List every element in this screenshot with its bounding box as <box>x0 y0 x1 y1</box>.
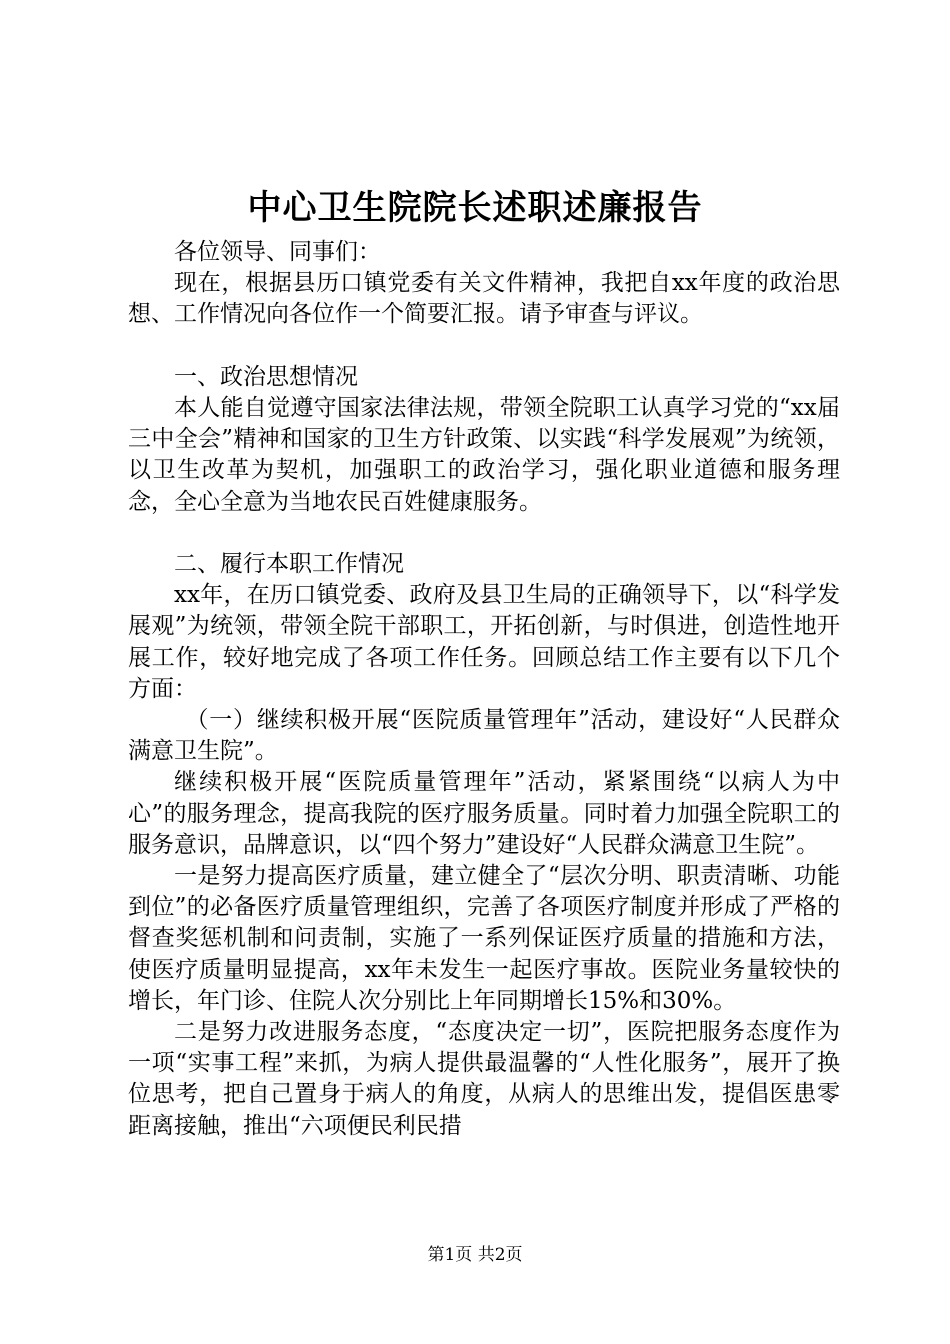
greeting: 各位领导、同事们： <box>174 239 381 265</box>
point-service-attitude: 二是努力改进服务态度，“态度决定一切”，医院把服务态度作为一项“实事工程”来抓，为病人提供最温馨的“人性化服务”，展开了换位思考，把自己置身于病人的角度，从病人的思维出发，提倡医患零距离接触，推出“六项便民利民措 <box>128 1019 840 1139</box>
document-body <box>128 237 840 1142</box>
point-medical-quality: 一是努力提高医疗质量，建立健全了“层次分明、职责清晰、功能到位”的必备医疗质量管理组织，完善了各项医疗制度并形成了严格的督查奖惩机制和问责制，实施了一系列保证医疗质量的措施和方法，使医疗质量明显提高，xx年未发生一起医疗事故。医院业务量较快的增长，年门诊、住院人次分别比上年同期增长15%和30%。 <box>128 863 840 1014</box>
section-body-duties: xx年，在历口镇党委、政府及县卫生局的正确领导下，以“科学发展观”为统领，带领全院干部职工，开拓创新，与时俱进，创造性地开展工作，较好地完成了各项工作任务。回顾总结工作主要有以下几个方面： <box>128 582 840 702</box>
subsection-body-quality-year: 继续积极开展“医院质量管理年”活动，紧紧围绕“以病人为中心”的服务理念，提高我院的医疗服务质量。同时着力加强全院职工的服务意识，品牌意识，以“四个努力”建设好“人民群众满意卫生院”。 <box>128 769 840 858</box>
document-title: 中心卫生院院长述职述廉报告 <box>247 188 703 228</box>
page-indicator: 第1页 共2页 <box>427 1245 523 1265</box>
section-heading-duties: 二、履行本职工作情况 <box>174 551 404 577</box>
section-heading-political: 一、政治思想情况 <box>174 363 358 390</box>
intro-paragraph: 现在，根据县历口镇党委有关文件精神，我把自xx年度的政治思想、工作情况向各位作一个简要汇报。请予审查与评议。 <box>128 270 840 328</box>
subsection-heading-quality-year: （一）继续积极开展“医院质量管理年”活动，建设好“人民群众满意卫生院”。 <box>128 707 840 765</box>
section-body-political: 本人能自觉遵守国家法律法规，带领全院职工认真学习党的“xx届三中全会”精神和国家的卫生方针政策、以实践“科学发展观”为统领，以卫生改革为契机，加强职工的政治学习，强化职业道德和服务理念，全心全意为当地农民百姓健康服务。 <box>128 395 840 515</box>
